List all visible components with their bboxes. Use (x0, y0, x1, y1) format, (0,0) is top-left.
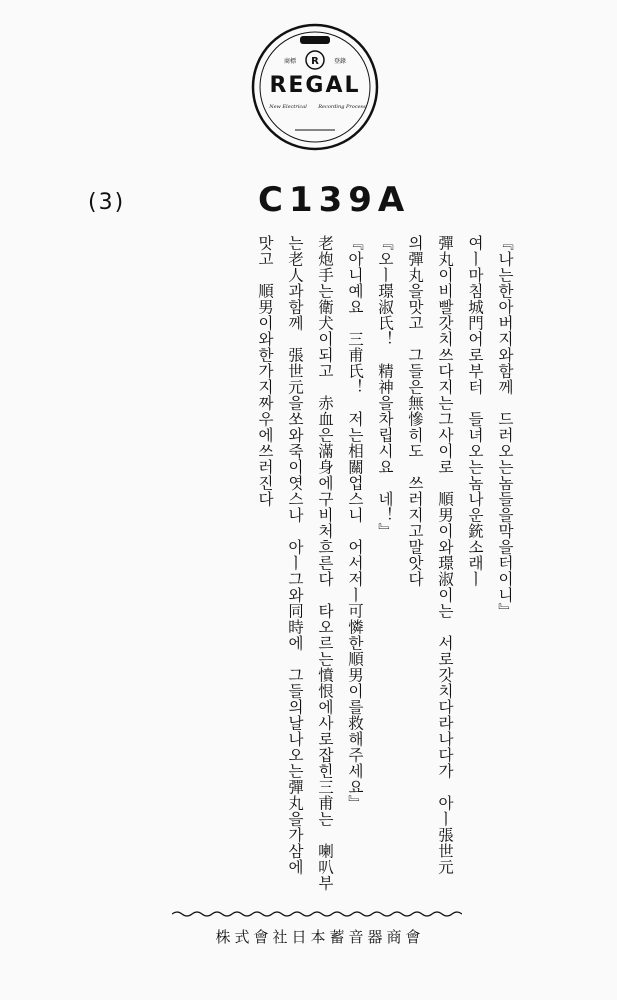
lyrics-line: 『나는한아버지와함께 드러오는놈들을막을터이니』 (496, 235, 514, 619)
logo-sub-right: Recording Process (318, 104, 366, 110)
regal-logo (250, 22, 380, 152)
publisher-footer: 株式會社日本蓄音器商會 (215, 928, 425, 946)
lyrics-text (150, 235, 520, 895)
wavy-divider (172, 910, 462, 918)
logo-right-mark: 登錄 (333, 58, 347, 65)
lyrics-line: 『오ㅣ璟淑氏！ 精神을차립시요 네！』 (376, 235, 394, 539)
lyrics-line: 『아니예요 三甫氏！ 저는相關업스니 어서저ㅣ可憐한順男이를救해주세요』 (346, 235, 364, 811)
record-id: C139A (258, 180, 411, 220)
lyrics-line: 여ㅣ마침城門어로부터 들녀오는놈나운銃소래ㅣ (466, 235, 484, 587)
logo-brand: REGAL (269, 73, 361, 98)
lyrics-line: 는老人과함께 張世元을쏘와죽이엿스나 아ㅣ그와同時에 그들의날나오는彈丸을가삼에 (286, 235, 304, 875)
logo-left-mark: 商標 (283, 58, 297, 65)
lyrics-line: 맛고 順男이와한가지짜우에쓰러진다 (256, 235, 274, 507)
logo-sub-left: New Electrical (269, 104, 307, 110)
lyrics-line: 彈丸이비빨갓치쓰다지는그사이로 順男이와璟淑이는 서로갓치다라나다가 아ㅣ張世元 (436, 235, 454, 875)
page-number: (3) (88, 190, 126, 215)
lyrics-line: 의彈丸을맛고 그들은無慘히도 쓰러지고말앗다 (406, 235, 424, 587)
lyrics-line: 老炮手는衛犬이되고 赤血은滿身에구비처흐른다 타오르는憤恨에사로잡힌三甫는 喇叭부 (316, 235, 334, 891)
svg-text:R: R (311, 56, 319, 67)
